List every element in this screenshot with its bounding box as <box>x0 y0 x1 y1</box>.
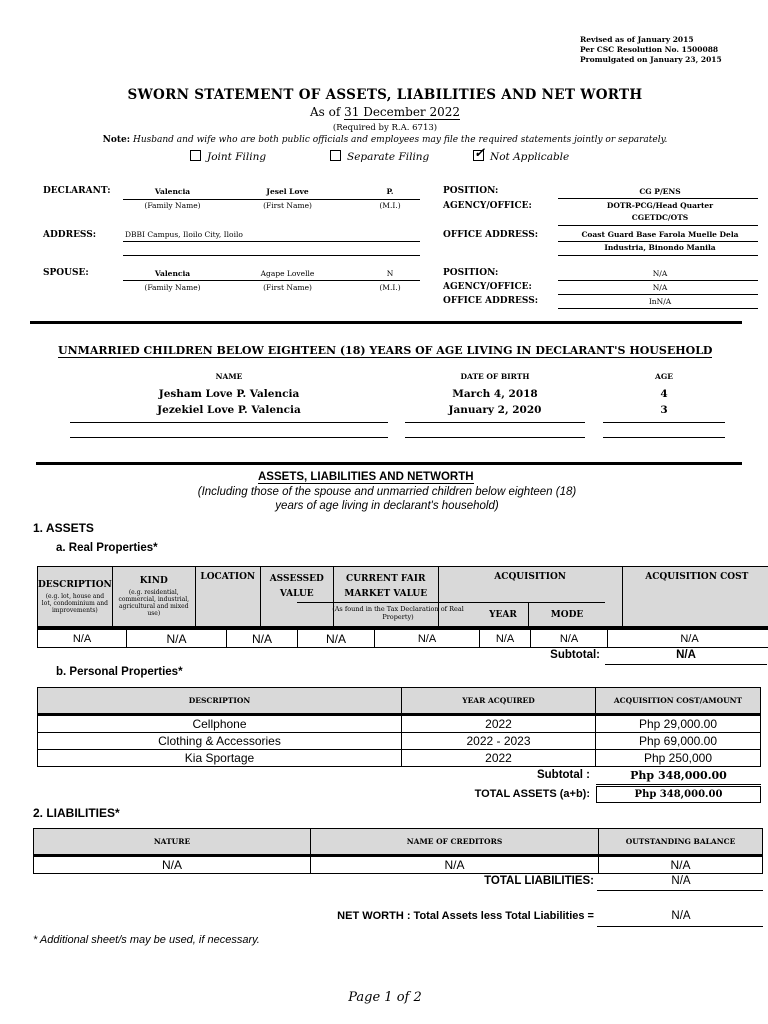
header-text: KIND <box>139 576 168 586</box>
personal-year: 2022 - 2023 <box>402 733 596 750</box>
family-name-caption: (Family Name) <box>144 283 201 292</box>
spouse-family-name: Valencia <box>154 269 191 278</box>
spouse-first-name: Agape Lovelle <box>260 269 315 278</box>
real-cell: N/A <box>480 630 531 648</box>
header-subtext: (e.g. residential, commercial, industrial, agricultural and mixed use) <box>118 589 190 617</box>
note-label: Note: <box>102 135 131 145</box>
child-name: Jezekiel Love P. Valencia <box>157 404 301 416</box>
declarant-mi: P. <box>386 187 394 196</box>
child-age: 3 <box>660 404 668 416</box>
children-col-name: NAME <box>215 372 243 381</box>
real-col-location: LOCATION <box>195 567 260 627</box>
personal-description: Clothing & Accessories <box>38 733 402 750</box>
personal-subtotal-label: Subtotal : <box>536 769 590 781</box>
revision-line: Promulgated on January 23, 2015 <box>580 55 722 64</box>
revision-line: Revised as of January 2015 <box>580 35 694 44</box>
real-cell: N/A <box>298 630 375 648</box>
real-cell: N/A <box>608 630 768 648</box>
spouse-office-address: InN/A <box>648 297 672 306</box>
required-by: (Required by R.A. 6713) <box>332 123 438 133</box>
note-line <box>0 135 768 145</box>
as-of-prefix: As of <box>309 105 341 119</box>
revision-line: Per CSC Resolution No. 1500088 <box>580 45 719 54</box>
liabilities-heading: 2. LIABILITIES* <box>33 806 120 820</box>
liabilities-rows <box>33 856 763 874</box>
real-col-acquisition: ACQUISITION <box>438 567 622 627</box>
declarant-position: CG P/ENS <box>639 187 681 196</box>
real-col-description <box>38 567 113 627</box>
personal-year: 2022 <box>402 750 596 767</box>
total-assets-label: TOTAL ASSETS (a+b): <box>474 788 590 800</box>
child-dob: January 2, 2020 <box>448 404 542 416</box>
spouse-position-label: POSITION: <box>443 268 499 278</box>
real-subtotal-value: N/A <box>676 649 696 661</box>
section-divider <box>30 321 742 324</box>
declarant-address: DBBI Campus, Iloilo City, Iloilo <box>125 230 243 239</box>
separate-filing-label: Separate Filing <box>347 151 430 163</box>
office-address-line1: Coast Guard Base Farola Muelle Dela <box>581 230 739 239</box>
personal-subtotal-value: Php 348,000.00 <box>630 769 727 782</box>
liabilities-col-balance: OUTSTANDING BALANCE <box>599 829 763 855</box>
personal-cost: Php 29,000.00 <box>596 716 761 733</box>
personal-cost: Php 250,000 <box>596 750 761 767</box>
real-col-mode: MODE <box>550 610 584 620</box>
real-subtotal-label: Subtotal: <box>550 649 600 661</box>
page-number: Page 1 of 2 <box>348 990 422 1005</box>
liabilities-table <box>33 828 763 855</box>
personal-properties-heading: b. Personal Properties* <box>56 666 183 678</box>
real-cell: N/A <box>227 630 298 648</box>
child-name: Jesham Love P. Valencia <box>158 388 300 400</box>
not-applicable-label: Not Applicable <box>490 151 570 163</box>
position-label: POSITION: <box>443 186 499 196</box>
table-row <box>38 733 761 750</box>
declarant-agency-line2: CGETDC/OTS <box>631 213 689 222</box>
family-name-caption: (Family Name) <box>144 201 201 210</box>
table-row <box>38 716 761 733</box>
real-properties-heading: a. Real Properties* <box>56 542 158 554</box>
real-col-fair-market: CURRENT FAIR MARKET VALUE <box>333 567 438 627</box>
real-col-year: YEAR <box>489 610 517 620</box>
personal-properties-rows <box>37 715 761 767</box>
net-worth-value: N/A <box>671 910 691 922</box>
real-cell: N/A <box>531 630 608 648</box>
alnw-heading: ASSETS, LIABILITIES AND NETWORTH <box>258 471 474 483</box>
as-of-date: 31 December 2022 <box>344 105 461 119</box>
spouse-label: SPOUSE: <box>43 268 89 278</box>
spouse-office-address-label: OFFICE ADDRESS: <box>443 296 539 306</box>
personal-properties-table <box>37 687 761 714</box>
children-col-age: AGE <box>655 372 673 381</box>
liability-balance: N/A <box>599 857 763 874</box>
children-heading: UNMARRIED CHILDREN BELOW EIGHTEEN (18) YEARS OF AGE LIVING IN DECLARANT'S HOUSEHOLD <box>58 344 713 357</box>
declarant-agency-line1: DOTR-PCG/Head Quarter <box>606 201 714 210</box>
page-title: SWORN STATEMENT OF ASSETS, LIABILITIES AND NET WORTH <box>127 87 643 103</box>
as-of-line <box>0 105 768 119</box>
separate-filing-option[interactable] <box>330 150 429 163</box>
checked-checkbox-icon[interactable] <box>473 150 484 161</box>
personal-year: 2022 <box>402 716 596 733</box>
alnw-subheading: years of age living in declarant's household) <box>275 500 499 512</box>
real-cell: N/A <box>375 630 480 648</box>
total-assets-value: Php 348,000.00 <box>634 789 723 800</box>
header-text: DESCRIPTION <box>38 579 112 590</box>
personal-cost: Php 69,000.00 <box>596 733 761 750</box>
mi-caption: (M.I.) <box>379 283 401 292</box>
address-label: ADDRESS: <box>43 230 97 240</box>
personal-col-cost: ACQUISITION COST/AMOUNT <box>596 688 761 714</box>
personal-description: Kia Sportage <box>38 750 402 767</box>
spouse-agency: N/A <box>652 283 668 292</box>
office-address-label: OFFICE ADDRESS: <box>443 230 539 240</box>
total-assets-box <box>596 786 761 803</box>
real-cell: N/A <box>127 630 227 648</box>
children-col-dob: DATE OF BIRTH <box>460 372 530 381</box>
net-worth-label: NET WORTH : Total Assets less Total Liabilities = <box>337 910 594 922</box>
personal-col-description: DESCRIPTION <box>38 688 402 714</box>
declarant-first-name: Jesel Love <box>266 187 309 196</box>
spouse-position: N/A <box>652 269 668 278</box>
footnote: * Additional sheet/s may be used, if necessary. <box>33 934 260 946</box>
real-col-assessed: ASSESSED VALUE <box>260 567 333 627</box>
total-liabilities-value: N/A <box>671 875 691 887</box>
real-col-cost: ACQUISITION COST <box>622 567 768 627</box>
declarant-family-name: Valencia <box>154 187 191 196</box>
table-row <box>38 750 761 767</box>
revision-note <box>580 35 722 65</box>
mi-caption: (M.I.) <box>379 201 401 210</box>
spouse-agency-label: AGENCY/OFFICE: <box>443 282 532 292</box>
first-name-caption: (First Name) <box>263 283 312 292</box>
checkbox-icon[interactable] <box>330 150 341 161</box>
real-properties-row <box>37 629 768 648</box>
first-name-caption: (First Name) <box>263 201 312 210</box>
section-divider <box>36 462 742 465</box>
joint-filing-label: Joint Filing <box>207 151 267 163</box>
not-applicable-option[interactable] <box>473 150 569 163</box>
table-row <box>34 857 763 874</box>
personal-description: Cellphone <box>38 716 402 733</box>
checkbox-icon[interactable] <box>190 150 201 161</box>
table-row <box>38 630 768 648</box>
personal-col-year: YEAR ACQUIRED <box>402 688 596 714</box>
real-value-note: (As found in the Tax Declaration of Real Property) <box>332 605 464 621</box>
total-liabilities-label: TOTAL LIABILITIES: <box>484 875 594 887</box>
liability-creditor: N/A <box>311 857 599 874</box>
office-address-line2: Industria, Binondo Manila <box>604 243 716 252</box>
real-col-kind <box>112 567 195 627</box>
real-cell: N/A <box>38 630 127 648</box>
liability-nature: N/A <box>34 857 311 874</box>
liabilities-col-nature: NATURE <box>34 829 311 855</box>
joint-filing-option[interactable] <box>190 150 266 163</box>
agency-label: AGENCY/OFFICE: <box>443 201 532 211</box>
liabilities-col-creditors: NAME OF CREDITORS <box>311 829 599 855</box>
child-dob: March 4, 2018 <box>452 388 538 400</box>
declarant-label: DECLARANT: <box>43 186 111 196</box>
spouse-mi: N <box>386 269 394 278</box>
alnw-subheading: (Including those of the spouse and unmarried children below eighteen (18) <box>197 486 577 498</box>
header-subtext: (e.g. lot, house and lot, condominium and improvements) <box>41 592 108 614</box>
note-text: Husband and wife who are both public officials and employees may file the required statements jointly or separately. <box>132 135 668 145</box>
child-age: 4 <box>660 388 668 400</box>
assets-heading: 1. ASSETS <box>33 521 94 535</box>
